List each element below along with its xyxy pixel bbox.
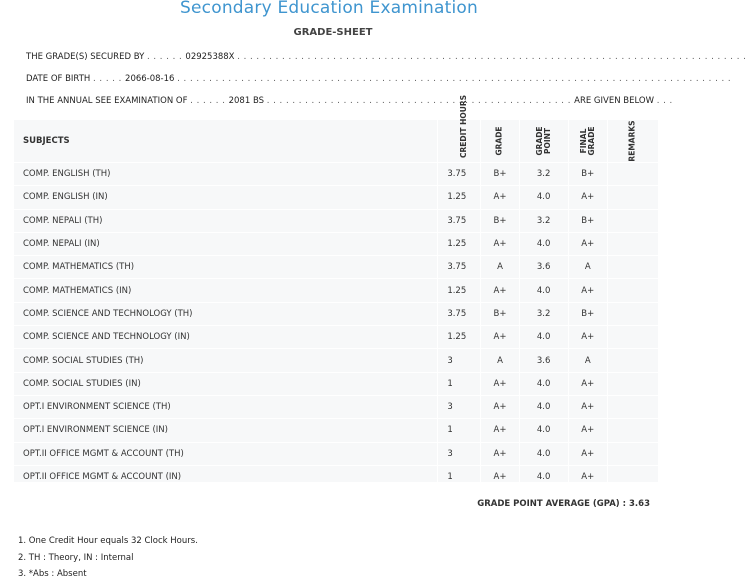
remarks-cell [607,232,658,255]
credit-hours-cell: 3 [438,395,481,418]
grade-sheet-heading: GRADE-SHEET [293,27,373,38]
final-grade-cell: A+ [568,326,607,349]
remarks-cell [607,163,658,186]
grade-cell: A+ [481,465,519,488]
credit-hours-cell: 1.25 [438,186,481,209]
grade-cell: A+ [481,186,519,209]
credit-hours-cell: 3 [438,349,481,372]
table-row [14,419,658,442]
grade-point-cell: 4.0 [519,465,568,488]
table-row [14,279,658,302]
header-subjects: SUBJECTS [14,120,438,163]
grade-point-cell: 3.2 [519,302,568,325]
table-row [14,186,658,209]
leader-dots: . . . . . . [146,52,186,62]
credit-hours-cell: 1 [438,419,481,442]
remarks-cell [607,209,658,232]
header-grade-text: GRADE [494,126,504,156]
secured-by-label: THE GRADE(S) SECURED BY [26,52,145,62]
leader-dots: . . . . . . . . . . . . . . . . . . . . . . . . . . . . . . . . . . . . . . . . . . . . . . . . . . . . . . . . . . . . . . . . . . . . . . . . . . . . . . . . [237,52,746,62]
subject-cell: OPT.II OFFICE MGMT & ACCOUNT (IN) [14,465,438,488]
remarks-cell [607,419,658,442]
grade-point-cell: 3.6 [519,349,568,372]
grade-point-cell: 4.0 [519,232,568,255]
credit-hours-cell: 3 [438,442,481,465]
footnote: 3. *Abs : Absent [18,569,87,579]
leader-dots: . . . . . . [190,96,229,106]
grade-cell: A [481,349,519,372]
dob-value: 2066-08-16 [125,74,175,84]
footnotes [18,533,198,583]
grade-point-cell: 4.0 [519,372,568,395]
table-row [14,163,658,186]
given-below-label: ARE GIVEN BELOW [574,96,654,106]
grade-cell: B+ [481,209,519,232]
credit-hours-cell: 3.75 [438,209,481,232]
credit-hours-cell: 1 [438,372,481,395]
footnote: 1. One Credit Hour equals 32 Clock Hours. [18,536,198,546]
remarks-cell [607,465,658,488]
gpa-label: GRADE POINT AVERAGE (GPA) : [477,499,627,509]
header-remarks [607,120,658,163]
grade-cell: A+ [481,326,519,349]
grade-point-cell: 4.0 [519,186,568,209]
leader-dots: . . . [656,96,673,106]
grade-cell: A+ [481,442,519,465]
table-row [14,209,658,232]
final-grade-cell: B+ [568,163,607,186]
final-grade-cell: A+ [568,419,607,442]
leader-dots: . . . . . . . . . . . . . . . . . . . . . . . . . . . . . . . . . . . . . . . . . . . . . . . . [266,96,575,106]
header-grade-point-text: GRADE POINT [534,125,552,156]
table-header-row [14,120,658,163]
grade-cell: A+ [481,395,519,418]
exam-line [26,96,673,106]
exam-label: IN THE ANNUAL SEE EXAMINATION OF [26,96,188,106]
header-final-grade-text: FINAL GRADE [578,125,596,156]
grade-point-cell: 4.0 [519,442,568,465]
gpa-value: 3.63 [629,499,650,509]
subject-cell: COMP. MATHEMATICS (TH) [14,256,438,279]
dob-label: DATE OF BIRTH [26,74,91,84]
credit-hours-cell: 1.25 [438,279,481,302]
grade-cell: A+ [481,279,519,302]
credit-hours-cell: 1 [438,465,481,488]
grade-cell: A+ [481,372,519,395]
final-grade-cell: A+ [568,465,607,488]
grade-point-cell: 4.0 [519,326,568,349]
final-grade-cell: A+ [568,395,607,418]
remarks-cell [607,442,658,465]
subject-cell: OPT.II OFFICE MGMT & ACCOUNT (TH) [14,442,438,465]
table-row [14,232,658,255]
subject-cell: COMP. SOCIAL STUDIES (TH) [14,349,438,372]
grade-cell: A [481,256,519,279]
final-grade-cell: A+ [568,279,607,302]
final-grade-cell: B+ [568,302,607,325]
leader-dots: . . . . . [93,74,126,84]
credit-hours-cell: 3.75 [438,163,481,186]
final-grade-cell: A+ [568,372,607,395]
exam-year: 2081 BS [228,96,265,106]
final-grade-cell: A [568,349,607,372]
subject-cell: COMP. NEPALI (IN) [14,232,438,255]
grade-cell: B+ [481,163,519,186]
header-remarks-text: REMARKS [627,120,637,162]
symbol-number: 02925388X [185,52,235,62]
remarks-cell [607,395,658,418]
subject-cell: COMP. SCIENCE AND TECHNOLOGY (IN) [14,326,438,349]
table-row [14,302,658,325]
final-grade-cell: A+ [568,186,607,209]
header-grade-point [519,120,568,163]
remarks-cell [607,279,658,302]
gpa-summary [477,499,650,509]
remarks-cell [607,349,658,372]
credit-hours-cell: 1.25 [438,326,481,349]
credit-hours-cell: 3.75 [438,256,481,279]
remarks-cell [607,302,658,325]
final-grade-cell: A+ [568,442,607,465]
grade-point-cell: 3.6 [519,256,568,279]
header-grade [481,120,519,163]
grade-cell: A+ [481,419,519,442]
subject-cell: COMP. MATHEMATICS (IN) [14,279,438,302]
subject-cell: COMP. ENGLISH (IN) [14,186,438,209]
grade-point-cell: 4.0 [519,279,568,302]
credit-hours-cell: 1.25 [438,232,481,255]
subject-cell: OPT.I ENVIRONMENT SCIENCE (IN) [14,419,438,442]
table-row [14,395,658,418]
subject-cell: OPT.I ENVIRONMENT SCIENCE (TH) [14,395,438,418]
footnote: 2. TH : Theory, IN : Internal [18,552,134,563]
table-row [14,326,658,349]
table-row [14,256,658,279]
subject-cell: COMP. NEPALI (TH) [14,209,438,232]
grade-point-cell: 3.2 [519,209,568,232]
leader-dots: . . . . . . . . . . . . . . . . . . . . . . . . . . . . . . . . . . . . . . . . . . . . . . . . . . . . . . . . . . . . . . . . . . . . . . . . . . . . . . . . . . . . . . . [177,74,732,84]
table-row [14,372,658,395]
grade-point-cell: 4.0 [519,419,568,442]
dob-line [26,74,731,84]
grade-point-cell: 3.2 [519,163,568,186]
subject-cell: COMP. ENGLISH (TH) [14,163,438,186]
final-grade-cell: A+ [568,232,607,255]
table-row [14,349,658,372]
page-title: Secondary Education Examination [180,0,478,18]
subject-cell: COMP. SOCIAL STUDIES (IN) [14,372,438,395]
remarks-cell [607,372,658,395]
remarks-cell [607,186,658,209]
table-row [14,442,658,465]
header-final-grade [568,120,607,163]
final-grade-cell: A [568,256,607,279]
grade-cell: A+ [481,232,519,255]
header-credit-hours [438,94,481,163]
remarks-cell [607,256,658,279]
grade-cell: B+ [481,302,519,325]
subject-cell: COMP. SCIENCE AND TECHNOLOGY (TH) [14,302,438,325]
table-row [14,465,658,488]
remarks-cell [607,326,658,349]
secured-by-line [26,52,746,62]
grade-point-cell: 4.0 [519,395,568,418]
header-credit-hours-text: CREDIT HOURS [459,94,469,158]
credit-hours-cell: 3.75 [438,302,481,325]
final-grade-cell: B+ [568,209,607,232]
